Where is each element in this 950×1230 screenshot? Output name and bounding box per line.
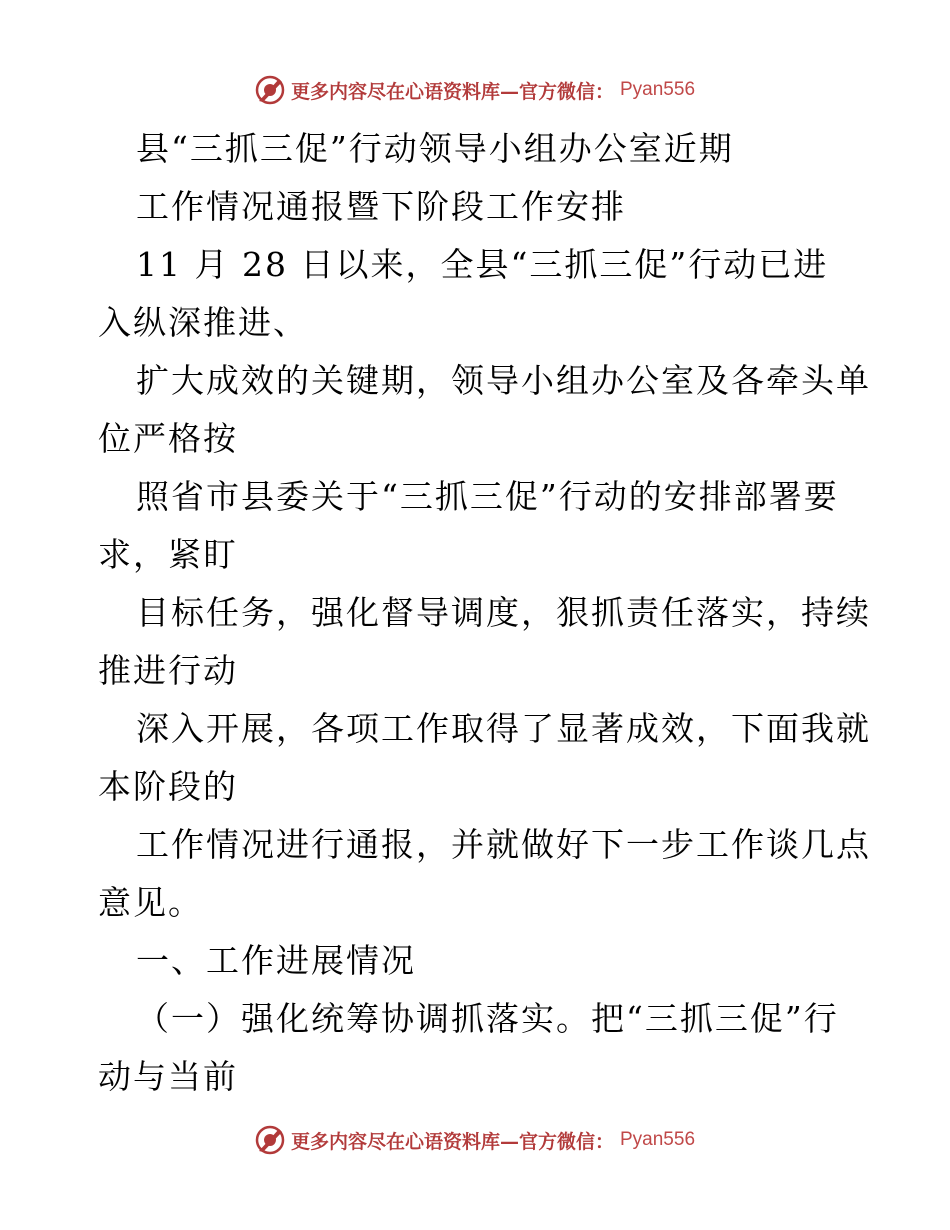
watermark-text: 更多内容尽在心语资料库—官方微信： xyxy=(290,1130,614,1153)
text-line: 一、工作进展情况 xyxy=(136,941,416,980)
watermark-id: Pyan556 xyxy=(620,1129,696,1150)
text-line: （一）强化统筹协调抓落实。把“三抓三促”行 xyxy=(136,999,839,1038)
footer-watermark xyxy=(0,1120,950,1160)
text-line: 本阶段的 xyxy=(98,767,238,806)
quill-logo-icon xyxy=(255,1125,285,1155)
header-watermark xyxy=(0,70,950,110)
text-line: 推进行动 xyxy=(98,651,238,690)
text-line: 工作情况进行通报，并就做好下一步工作谈几点 xyxy=(136,825,871,864)
text-line: 11 月 28 日以来，全县“三抓三促”行动已进 xyxy=(136,245,829,284)
text-line: 动与当前 xyxy=(98,1057,238,1096)
text-line: 扩大成效的关键期，领导小组办公室及各牵头单 xyxy=(136,361,871,400)
text-line: 入纵深推进、 xyxy=(98,303,308,342)
text-line: 县“三抓三促”行动领导小组办公室近期 xyxy=(136,129,734,168)
text-line: 意见。 xyxy=(98,883,203,922)
watermark-text: 更多内容尽在心语资料库—官方微信： xyxy=(290,80,614,103)
text-line: 深入开展，各项工作取得了显著成效，下面我就 xyxy=(136,709,871,748)
text-line: 位严格按 xyxy=(98,419,238,458)
text-line: 目标任务，强化督导调度，狠抓责任落实，持续 xyxy=(136,593,871,632)
text-line: 照省市县委关于“三抓三促”行动的安排部署要 xyxy=(136,477,839,516)
text-line: 工作情况通报暨下阶段工作安排 xyxy=(136,187,626,226)
document-body xyxy=(98,120,871,1106)
quill-logo-icon xyxy=(255,75,285,105)
watermark-id: Pyan556 xyxy=(620,79,696,100)
text-line: 求，紧盯 xyxy=(98,535,238,574)
